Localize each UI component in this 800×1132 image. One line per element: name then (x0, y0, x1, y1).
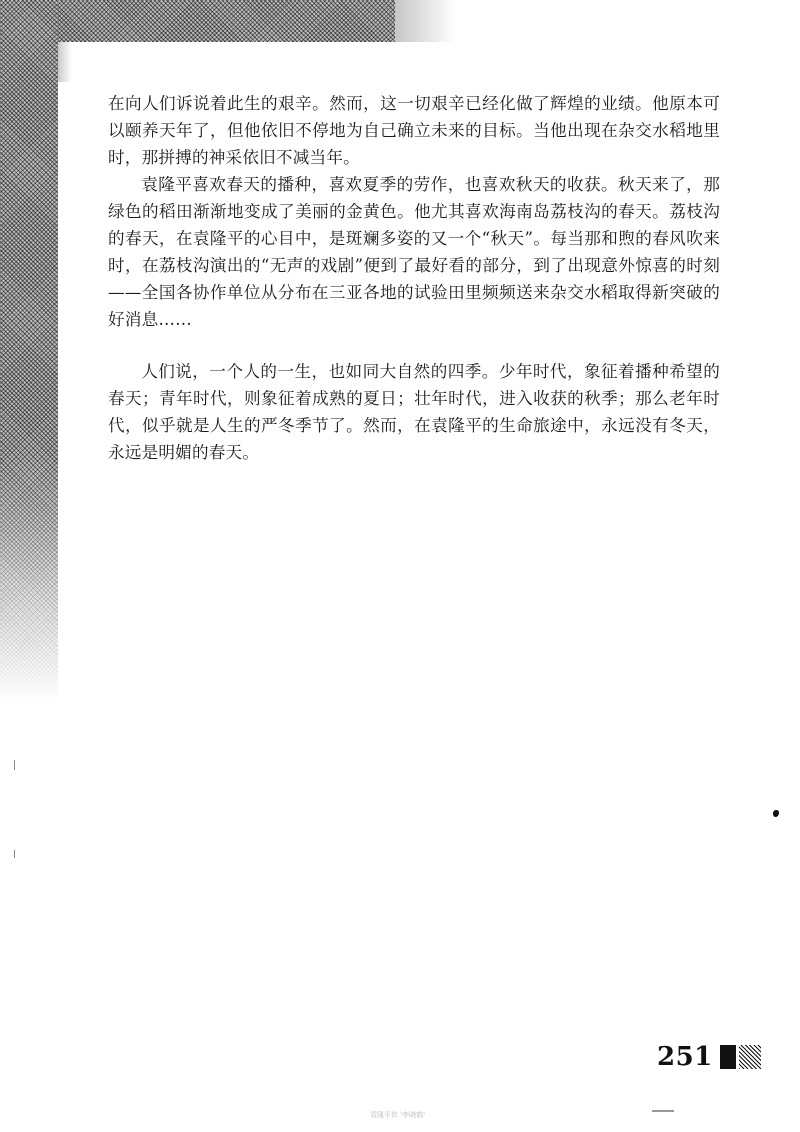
scan-speck (14, 760, 15, 770)
scan-border-top-fade (395, 0, 455, 42)
page-number: 251 (657, 1042, 713, 1072)
scan-border-top (0, 0, 395, 42)
scan-border-corner (58, 42, 72, 82)
paragraph: 人们说，一个人的一生，也如同大自然的四季。少年时代，象征着播种希望的春天；青年时代，则象征着成熟的夏日；壮年时代，进入收获的秋季；那么老年时代，似乎就是人生的严冬季节了。然而，在袁隆平的生命旅途中，永远没有冬天，永远是明媚的春天。 (108, 362, 720, 462)
ink-mark (773, 810, 779, 817)
footer-watermark: 袁隆平传 '李晓鹤' (370, 1111, 426, 1119)
paragraph: 袁隆平喜欢春天的播种，喜欢夏季的劳作，也喜欢秋天的收获。秋天来了，那绿色的稻田渐渐地变成了美丽的金黄色。他尤其喜欢海南岛荔枝沟的春天。荔枝沟的春天，在袁隆平的心目中，是斑斓多姿的又一个“秋天”。每当那和煦的春风吹来时，在荔枝沟演出的“无声的戏剧”便到了最好看的部分，到了出现意外惊喜的时刻——全国各协作单位从分布在三亚各地的试验田里频频送来杂交水稻取得新突破的好消息…… (108, 175, 720, 329)
page-number-hatch-block (739, 1045, 761, 1069)
page-number-block (720, 1045, 736, 1069)
paragraph: 在向人们诉说着此生的艰辛。然而，这一切艰辛已经化做了辉煌的业绩。他原本可以颐养天年了，但他依旧不停地为自己确立未来的目标。当他出现在杂交水稻地里时，那拼搏的神采依旧不减当年。 (108, 94, 720, 167)
page-body (108, 90, 720, 466)
footer-mark (652, 1110, 674, 1112)
scan-border-left (0, 0, 58, 700)
scan-speck (14, 850, 15, 858)
